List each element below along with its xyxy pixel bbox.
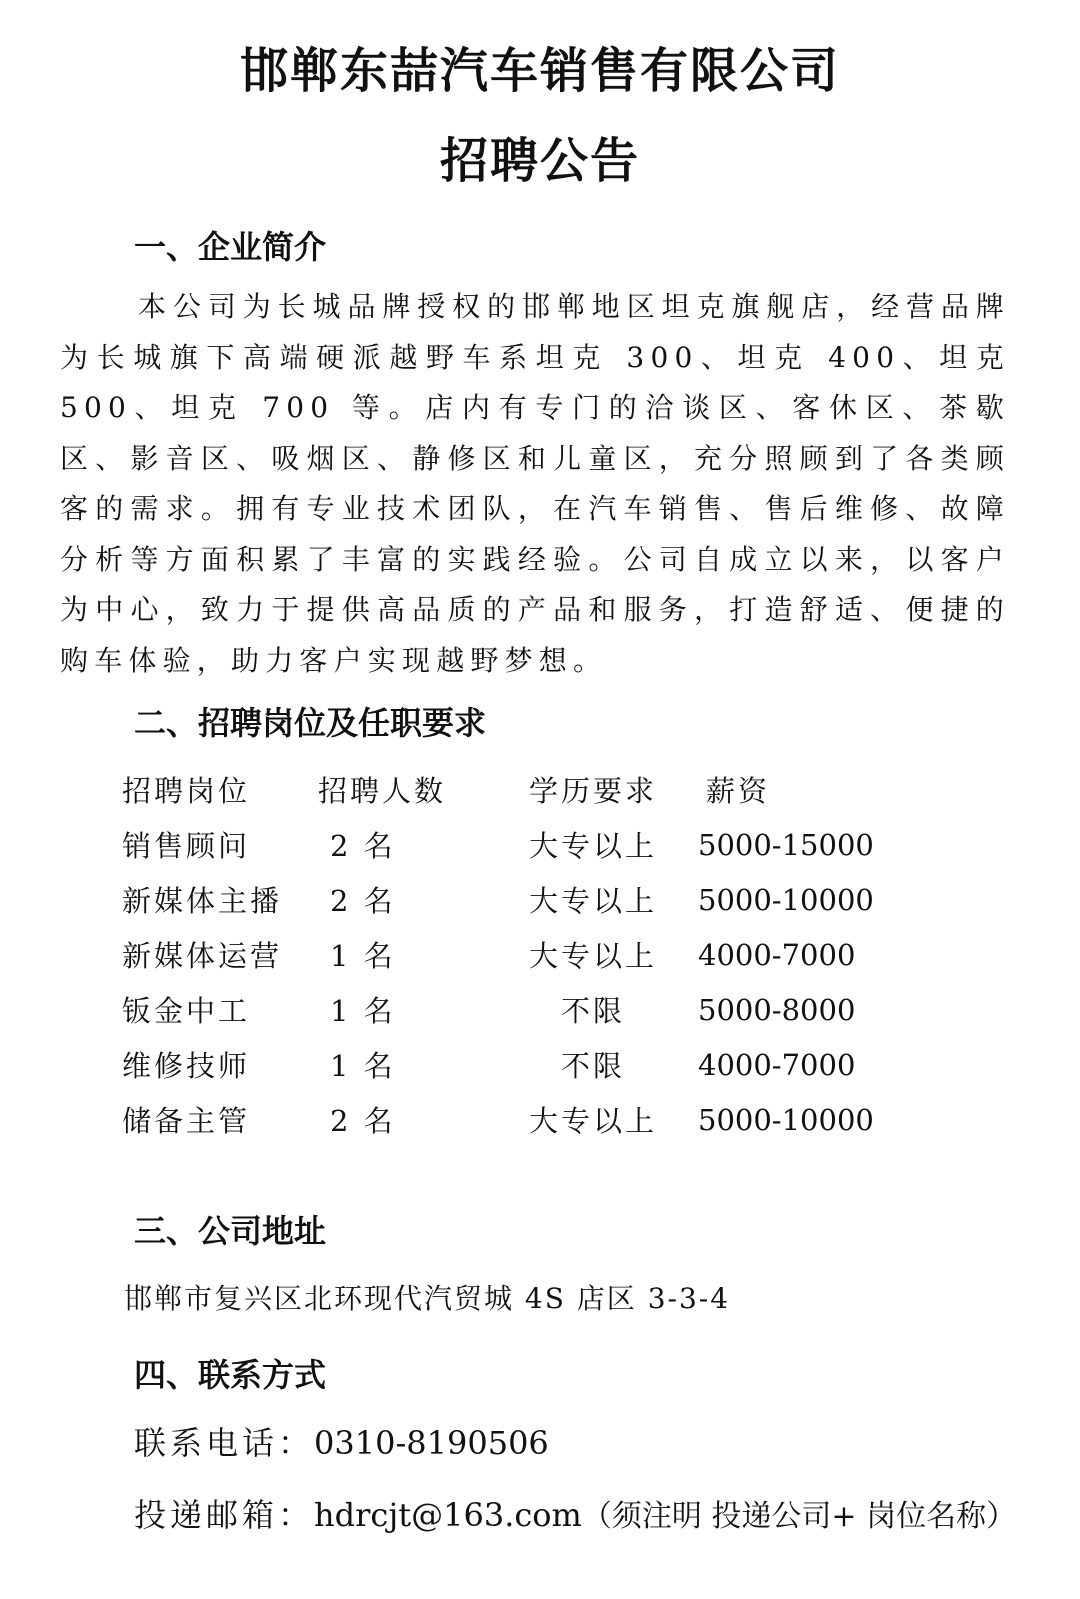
- position-cell: 储备主管: [122, 1104, 251, 1138]
- table-row: [122, 927, 874, 982]
- email-label: 投递邮箱：: [134, 1496, 315, 1534]
- jobs-table-header-row: [122, 762, 874, 817]
- table-row: [122, 817, 874, 872]
- headcount-cell: 1 名: [330, 994, 396, 1028]
- table-row: [122, 1092, 874, 1147]
- section-heading-address: 三、公司地址: [134, 1212, 327, 1250]
- table-row: [122, 982, 874, 1037]
- salary-cell: 4000-7000: [698, 937, 856, 972]
- position-cell: 新媒体主播: [122, 884, 283, 918]
- email-note: （须注明 投递公司+ 岗位名称）: [581, 1499, 1017, 1534]
- salary-cell: 5000-10000: [698, 882, 874, 917]
- education-cell: 大专以上: [528, 939, 657, 973]
- section-heading-jobs: 二、招聘岗位及任职要求: [134, 704, 487, 742]
- notice-title: 招聘公告: [439, 133, 640, 189]
- email-address: hdrcjt@163.com: [314, 1496, 582, 1534]
- education-cell: 大专以上: [528, 1104, 657, 1138]
- company-title: 邯郸东喆汽车销售有限公司: [239, 43, 840, 99]
- salary-cell: 4000-7000: [698, 1047, 856, 1082]
- section-heading-intro: 一、企业简介: [134, 228, 327, 266]
- company-address: 邯郸市复兴区北环现代汽贸城 4S 店区 3-3-4: [124, 1282, 731, 1315]
- position-cell: 钣金中工: [122, 994, 251, 1028]
- jobs-table: [122, 762, 874, 1147]
- headcount-cell: 1 名: [330, 1049, 396, 1083]
- company-intro-paragraph: 本公司为长城品牌授权的邯郸地区坦克旗舰店，经营品牌为长城旗下高端硬派越野车系坦克 300、坦克 400、坦克 500、坦克 700 等。店内有专门的洽谈区、客休区、茶歇区、影音区、吸烟区、静修区和儿童区，充分照顾到了各类顾客的需求。拥有专业技术团队，在汽车销售、售后维修、故障分析等方面积累了丰富的实践经验。公司自成立以来，以客户为中心，致力于提供高品质的产品和服务，打造舒适、便捷的购车体验，助力客户实现越野梦想。: [60, 290, 1010, 677]
- column-header-education: 学历要求: [528, 774, 657, 808]
- column-header-position: 招聘岗位: [122, 774, 251, 808]
- phone-line: [134, 1418, 549, 1464]
- headcount-cell: 2 名: [330, 1104, 396, 1138]
- education-cell: 大专以上: [528, 884, 657, 918]
- column-header-salary: 薪资: [706, 774, 771, 808]
- position-cell: 维修技师: [122, 1049, 251, 1083]
- education-cell: 大专以上: [528, 829, 657, 863]
- table-row: [122, 1037, 874, 1092]
- salary-cell: 5000-8000: [698, 992, 856, 1027]
- education-cell: 不限: [560, 1049, 625, 1083]
- salary-cell: 5000-10000: [698, 1102, 874, 1137]
- salary-cell: 5000-15000: [698, 827, 874, 862]
- headcount-cell: 1 名: [330, 939, 396, 973]
- column-header-headcount: 招聘人数: [318, 774, 447, 808]
- position-cell: 销售顾问: [122, 829, 251, 863]
- headcount-cell: 2 名: [330, 884, 396, 918]
- section-heading-contact: 四、联系方式: [134, 1356, 327, 1394]
- education-cell: 不限: [560, 994, 625, 1028]
- position-cell: 新媒体运营: [122, 939, 283, 973]
- table-row: [122, 872, 874, 927]
- headcount-cell: 2 名: [330, 829, 396, 863]
- phone-number: 0310-8190506: [314, 1424, 549, 1462]
- phone-label: 联系电话：: [134, 1424, 315, 1462]
- email-line: [134, 1490, 1016, 1536]
